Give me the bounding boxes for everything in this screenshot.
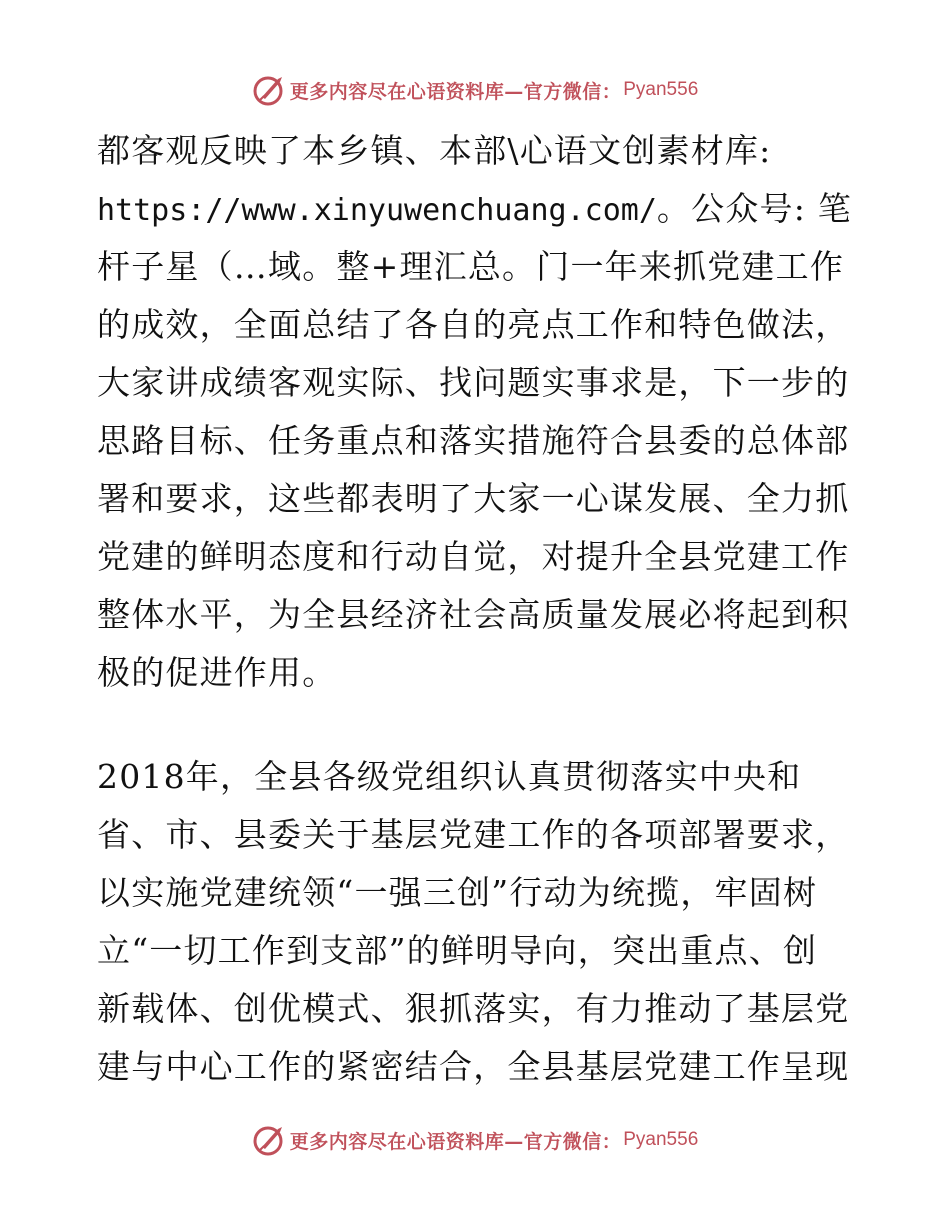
quill-logo-icon: [252, 1123, 286, 1157]
text-line: 以实施党建统领“一强三创”行动为统揽，牢固树: [97, 873, 818, 912]
paragraph: [97, 748, 857, 1096]
banner-text: 更多内容尽在心语资料库—官方微信：: [289, 80, 622, 103]
footer-banner: [0, 1120, 950, 1160]
text-fragment: 。公众号: 笔: [656, 189, 852, 228]
text-line: 杆子星（…域。整+理汇总。门一年来抓党建工作: [97, 247, 845, 286]
source-url: https://www.xinyuwenchuang.com/: [97, 193, 657, 228]
text-line: 2018年，全县各级党组织认真贯彻落实中央和: [97, 757, 802, 796]
text-line: 建与中心工作的紧密结合，全县基层党建工作呈现: [97, 1047, 850, 1086]
header-banner: [0, 70, 950, 110]
text-line: 新载体、创优模式、狠抓落实，有力推动了基层党: [97, 989, 850, 1028]
document-body: [97, 122, 857, 1096]
banner-wechat-id: Pyan556: [623, 79, 699, 100]
banner-text: 更多内容尽在心语资料库—官方微信：: [289, 1130, 622, 1153]
text-line: 立“一切工作到支部”的鲜明导向，突出重点、创: [97, 931, 818, 970]
text-line: [97, 180, 857, 238]
text-line: 署和要求，这些都表明了大家一心谋发展、全力抓: [97, 479, 850, 518]
banner-wechat-id: Pyan556: [623, 1129, 699, 1150]
text-line: 省、市、县委关于基层党建工作的各项部署要求，: [97, 815, 850, 854]
text-line: 党建的鲜明态度和行动自觉，对提升全县党建工作: [97, 537, 850, 576]
text-line: 的成效，全面总结了各自的亮点工作和特色做法，: [97, 305, 850, 344]
quill-logo-icon: [252, 73, 286, 107]
text-line: 整体水平，为全县经济社会高质量发展必将起到积: [97, 595, 850, 634]
text-line: 极的促进作用。: [97, 653, 337, 692]
text-line: 都客观反映了本乡镇、本部\心语文创素材库:: [97, 131, 772, 170]
text-line: 思路目标、任务重点和落实措施符合县委的总体部: [97, 421, 850, 460]
paragraph: [97, 122, 857, 702]
text-line: 大家讲成绩客观实际、找问题实事求是，下一步的: [97, 363, 850, 402]
